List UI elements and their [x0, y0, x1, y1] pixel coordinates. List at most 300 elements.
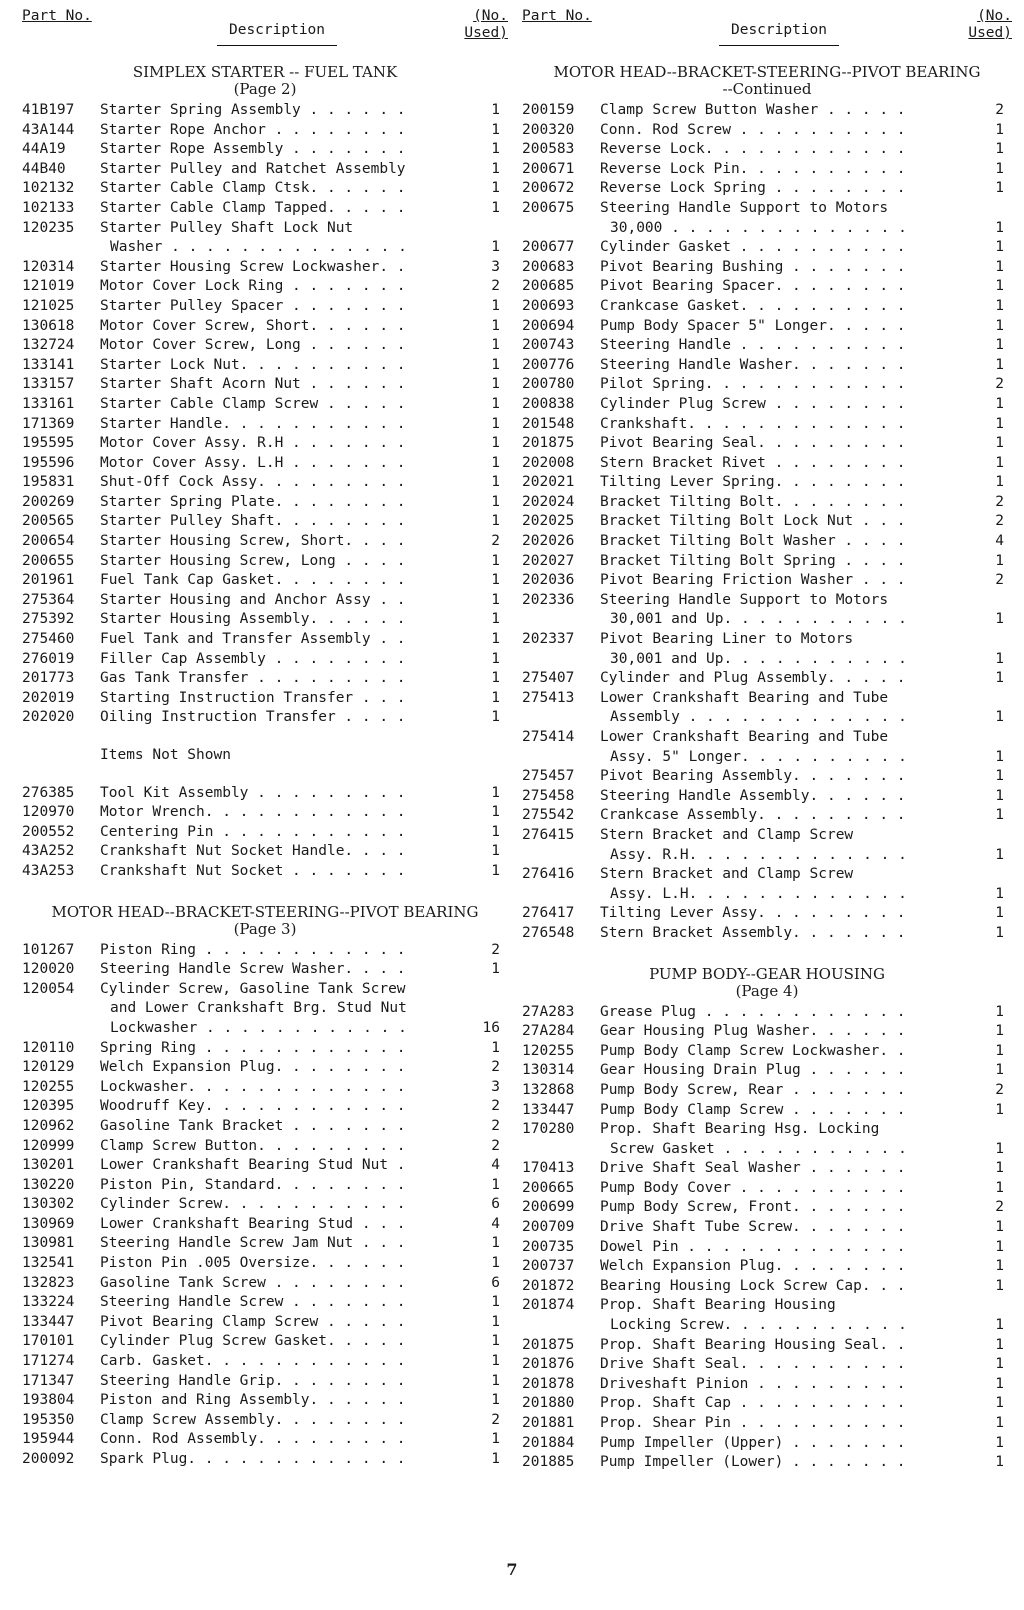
description-line: Stern Bracket and Clamp Screw	[600, 866, 854, 883]
parts-row	[22, 1176, 508, 1196]
no-used-header: (No. Used)	[464, 8, 508, 41]
part-number: 201872	[522, 1277, 575, 1294]
part-description	[100, 1156, 460, 1176]
quantity: 2	[995, 376, 1004, 393]
part-number: 130314	[522, 1062, 575, 1079]
quantity: 1	[995, 1101, 1004, 1118]
part-description	[100, 669, 460, 689]
part-number: 200092	[22, 1451, 75, 1468]
part-number: 201876	[522, 1356, 575, 1373]
quantity: 1	[491, 670, 500, 687]
right-sections	[522, 64, 1012, 1473]
parts-row	[22, 356, 508, 376]
part-description	[100, 980, 460, 1039]
parts-row	[22, 454, 508, 474]
part-number: 170280	[522, 1121, 575, 1138]
description-line: Lower Crankshaft Bearing Stud . . .	[100, 1215, 406, 1232]
quantity: 1	[995, 337, 1004, 354]
part-number: 276385	[22, 784, 75, 801]
part-number: 275413	[522, 689, 575, 706]
part-description	[100, 160, 460, 180]
part-description	[100, 277, 460, 297]
quantity: 1	[995, 1219, 1004, 1236]
part-description	[100, 1450, 460, 1470]
description-line: Bracket Tilting Bolt Spring . . . .	[600, 552, 906, 569]
part-description	[600, 277, 964, 297]
quantity: 1	[995, 1395, 1004, 1412]
part-number: 195595	[22, 435, 75, 452]
description-line: Piston Pin, Standard. . . . . . . .	[100, 1176, 406, 1193]
description-line: Tilting Lever Spring. . . . . . . .	[600, 474, 906, 491]
part-number: 201884	[522, 1434, 575, 1451]
part-number: 27A284	[522, 1023, 575, 1040]
quantity: 2	[995, 1081, 1004, 1098]
section	[522, 966, 1012, 1473]
part-number: 43A144	[22, 121, 75, 138]
section-rows	[522, 1003, 1012, 1473]
description-line: Prop. Shaft Bearing Housing	[600, 1297, 836, 1314]
part-number: 43A252	[22, 843, 75, 860]
description-line: Starter Housing and Anchor Assy . .	[100, 591, 406, 608]
parts-row	[522, 1394, 1012, 1414]
parts-row	[522, 140, 1012, 160]
part-number: 200671	[522, 160, 575, 177]
parts-row	[22, 277, 508, 297]
description-line: Motor Cover Assy. R.H . . . . . . .	[100, 435, 406, 452]
description-line: Starter Rope Assembly . . . . . . .	[100, 141, 406, 158]
parts-row	[22, 1195, 508, 1215]
part-description	[600, 1296, 964, 1335]
part-number: 132724	[22, 337, 75, 354]
part-description	[100, 1352, 460, 1372]
part-description	[600, 630, 964, 669]
parts-row	[522, 415, 1012, 435]
quantity: 1	[995, 121, 1004, 138]
parts-row	[22, 1097, 508, 1117]
part-description	[600, 258, 964, 278]
part-description	[600, 179, 964, 199]
quantity: 1	[491, 1353, 500, 1370]
quantity: 1	[491, 1235, 500, 1252]
parts-row	[522, 1159, 1012, 1179]
parts-row	[22, 1332, 508, 1352]
parts-row	[522, 1257, 1012, 1277]
quantity: 2	[995, 102, 1004, 118]
quantity: 1	[995, 1179, 1004, 1196]
part-number: 120020	[22, 961, 75, 978]
quantity: 16	[482, 1019, 500, 1036]
description-line: Crankcase Assembly. . . . . . . . .	[600, 807, 906, 824]
part-description	[100, 1391, 460, 1411]
parts-row	[22, 1039, 508, 1059]
section	[22, 904, 508, 1470]
description-line: Lower Crankshaft Bearing and Tube	[600, 729, 889, 745]
quantity: 1	[995, 924, 1004, 941]
description-line: Filler Cap Assembly . . . . . . . .	[100, 650, 406, 667]
section-rows	[22, 941, 508, 1470]
parts-row	[22, 375, 508, 395]
part-number: 130618	[22, 317, 75, 334]
parts-row	[22, 650, 508, 670]
parts-row	[522, 258, 1012, 278]
part-description	[100, 960, 460, 980]
parts-row	[522, 101, 1012, 121]
part-number: 171347	[22, 1372, 75, 1389]
parts-row	[22, 199, 508, 219]
quantity: 1	[995, 141, 1004, 158]
description-line: Bracket Tilting Bolt Lock Nut . . .	[600, 513, 906, 530]
parts-row	[522, 1022, 1012, 1042]
description-line: 30,001 and Up. . . . . . . . . . .	[610, 611, 907, 628]
description-line: Grease Plug . . . . . . . . . . . .	[600, 1003, 906, 1020]
quantity: 1	[491, 843, 500, 860]
part-number: 202027	[522, 552, 575, 569]
quantity: 1	[491, 784, 500, 801]
part-number: 202008	[522, 454, 575, 471]
column-header	[22, 8, 508, 52]
quantity: 1	[491, 689, 500, 706]
part-number: 130201	[22, 1157, 75, 1174]
quantity: 1	[491, 1255, 500, 1272]
part-description	[600, 767, 964, 787]
part-number: 275460	[22, 631, 75, 648]
parts-row	[22, 610, 508, 630]
part-description	[600, 1042, 964, 1062]
quantity: 1	[491, 823, 500, 840]
parts-row	[22, 823, 508, 843]
part-description	[100, 1058, 460, 1078]
description-line: Pivot Bearing Seal. . . . . . . . .	[600, 435, 906, 452]
quantity: 6	[491, 1196, 500, 1213]
part-number: 200654	[22, 533, 75, 550]
quantity: 1	[491, 121, 500, 138]
quantity: 1	[995, 1356, 1004, 1373]
quantity: 1	[995, 219, 1004, 236]
description-line: Drive Shaft Tube Screw. . . . . . .	[600, 1219, 906, 1236]
quantity: 1	[995, 1238, 1004, 1255]
quantity: 1	[491, 317, 500, 334]
part-description	[600, 826, 964, 865]
part-description	[600, 1159, 964, 1179]
part-number: 201880	[522, 1395, 575, 1412]
parts-row	[22, 669, 508, 689]
description-line: Piston Pin .005 Oversize. . . . . .	[100, 1255, 406, 1272]
part-number: 201875	[522, 435, 575, 452]
description-line: Cylinder Screw. . . . . . . . . . .	[100, 1196, 406, 1213]
description-line: Pump Impeller (Upper) . . . . . . .	[600, 1434, 906, 1451]
description-line: Tool Kit Assembly . . . . . . . . .	[100, 784, 406, 801]
part-number: 200735	[522, 1238, 575, 1255]
part-description	[600, 356, 964, 376]
part-description	[100, 941, 460, 961]
part-description	[100, 862, 460, 882]
part-number: 133447	[22, 1313, 75, 1330]
part-description	[600, 571, 964, 591]
part-description	[600, 297, 964, 317]
part-description	[600, 1179, 964, 1199]
part-description	[100, 1430, 460, 1450]
parts-row	[22, 1234, 508, 1254]
parts-row	[22, 493, 508, 513]
part-description	[100, 473, 460, 493]
quantity: 1	[491, 611, 500, 628]
part-number: 120054	[22, 980, 75, 997]
quantity: 1	[491, 513, 500, 530]
parts-row	[522, 1355, 1012, 1375]
quantity: 1	[491, 1294, 500, 1311]
description-line: Pivot Bearing Friction Washer . . .	[600, 572, 906, 589]
part-description	[600, 1394, 964, 1414]
quantity: 1	[491, 239, 500, 256]
part-number: 276548	[522, 924, 575, 941]
parts-row	[522, 1414, 1012, 1434]
part-number: 44A19	[22, 141, 66, 158]
part-description	[100, 1078, 460, 1098]
quantity: 1	[995, 278, 1004, 295]
part-description	[600, 1375, 964, 1395]
parts-row	[22, 101, 508, 121]
section-page-ref: (Page 3)	[233, 919, 297, 938]
parts-row	[22, 784, 508, 804]
parts-row	[522, 1061, 1012, 1081]
quantity: 1	[995, 1434, 1004, 1451]
parts-row	[22, 532, 508, 552]
description-line: Cylinder Gasket . . . . . . . . . .	[600, 239, 906, 256]
part-description	[600, 689, 964, 728]
quantity: 1	[995, 1375, 1004, 1392]
description-line: Washer . . . . . . . . . . . . . .	[110, 239, 407, 256]
parts-row	[22, 1411, 508, 1431]
parts-row	[522, 1296, 1012, 1335]
quantity: 1	[995, 1277, 1004, 1294]
parts-row	[22, 842, 508, 862]
quantity: 1	[995, 650, 1004, 667]
description-line: Steering Handle Assembly. . . . . .	[600, 787, 906, 804]
part-number: 120255	[522, 1042, 575, 1059]
part-description	[600, 552, 964, 572]
part-number: 202026	[522, 533, 575, 550]
description-line: Gear Housing Drain Plug . . . . . .	[600, 1062, 906, 1079]
description-line: Stern Bracket Assembly. . . . . . .	[600, 924, 906, 941]
description-line: Bearing Housing Lock Screw Cap. . .	[600, 1277, 906, 1294]
parts-row	[522, 806, 1012, 826]
parts-row	[522, 1042, 1012, 1062]
description-line: Oiling Instruction Transfer . . . .	[100, 709, 406, 726]
quantity: 1	[995, 787, 1004, 804]
quantity: 6	[491, 1274, 500, 1291]
description-line: Locking Screw. . . . . . . . . . .	[610, 1317, 907, 1334]
description-line: Lower Crankshaft Bearing Stud Nut .	[100, 1157, 406, 1174]
description-line: Pump Body Clamp Screw . . . . . . .	[600, 1101, 906, 1118]
part-number: 44B40	[22, 160, 66, 177]
quantity: 1	[995, 454, 1004, 471]
parts-row	[522, 512, 1012, 532]
part-number: 27A283	[522, 1003, 575, 1020]
description-line: Fuel Tank and Transfer Assembly . .	[100, 631, 406, 648]
parts-row	[22, 395, 508, 415]
parts-row	[22, 512, 508, 532]
parts-row	[22, 1156, 508, 1176]
parts-row	[22, 803, 508, 823]
parts-row	[22, 862, 508, 882]
part-number: 195596	[22, 454, 75, 471]
description-line: Pump Body Screw, Rear . . . . . . .	[600, 1081, 906, 1098]
part-description	[600, 787, 964, 807]
part-number: 120255	[22, 1078, 75, 1095]
quantity: 1	[491, 141, 500, 158]
part-number: 200776	[522, 356, 575, 373]
part-no-header: Part No.	[522, 8, 592, 24]
items-not-shown-label: Items Not Shown	[100, 747, 231, 763]
part-description	[600, 415, 964, 435]
description-line: Pivot Bearing Liner to Motors	[600, 631, 854, 648]
left-column	[22, 8, 508, 1470]
parts-row	[522, 297, 1012, 317]
part-no-header: Part No.	[22, 8, 92, 24]
description-line: Pump Body Cover . . . . . . . . . .	[600, 1179, 906, 1196]
description-line: Carb. Gasket. . . . . . . . . . . .	[100, 1353, 406, 1370]
description-line: Pivot Bearing Clamp Screw . . . . .	[100, 1313, 406, 1330]
parts-row	[522, 395, 1012, 415]
quantity: 1	[491, 415, 500, 432]
description-line: Pivot Bearing Spacer. . . . . . . .	[600, 278, 906, 295]
part-number: 275407	[522, 670, 575, 687]
part-description	[100, 1195, 460, 1215]
description-line: Motor Cover Screw, Short. . . . . .	[100, 317, 406, 334]
description-line: Gas Tank Transfer . . . . . . . . .	[100, 670, 406, 687]
part-description	[100, 356, 460, 376]
part-description	[600, 924, 964, 944]
quantity: 2	[491, 941, 500, 958]
parts-row	[22, 1254, 508, 1274]
description-line: Prop. Shaft Bearing Housing Seal. .	[600, 1336, 906, 1353]
parts-row	[22, 571, 508, 591]
parts-row	[522, 238, 1012, 258]
part-number: 200780	[522, 376, 575, 393]
quantity: 1	[491, 804, 500, 821]
part-description	[100, 552, 460, 572]
description-line: Pump Body Clamp Screw Lockwasher. .	[600, 1042, 906, 1059]
quantity: 1	[995, 317, 1004, 334]
part-description	[600, 1336, 964, 1356]
quantity: 1	[995, 905, 1004, 922]
quantity: 2	[995, 572, 1004, 589]
part-description	[100, 689, 460, 709]
parts-row	[22, 630, 508, 650]
description-line: Pump Body Screw, Front. . . . . . .	[600, 1199, 906, 1216]
quantity: 1	[491, 631, 500, 648]
part-number: 200675	[522, 199, 575, 216]
quantity: 1	[995, 1003, 1004, 1020]
description-line: Reverse Lock Pin. . . . . . . . . .	[600, 160, 906, 177]
description-line: Clamp Screw Button Washer . . . . .	[600, 102, 906, 118]
quantity: 1	[491, 199, 500, 216]
left-sections	[22, 64, 508, 1470]
description-line: Gear Housing Plug Washer. . . . . .	[600, 1023, 906, 1040]
description-line: Starter Cable Clamp Screw . . . . .	[100, 395, 406, 412]
description-line: Spring Ring . . . . . . . . . . . .	[100, 1039, 406, 1056]
parts-row	[522, 493, 1012, 513]
description-line: Gasoline Tank Screw . . . . . . . .	[100, 1274, 406, 1291]
part-number: 200655	[22, 552, 75, 569]
part-description	[100, 1411, 460, 1431]
parts-row	[22, 1078, 508, 1098]
part-description	[600, 1277, 964, 1297]
quantity: 2	[995, 1199, 1004, 1216]
quantity: 1	[491, 376, 500, 393]
description-line: Pilot Spring. . . . . . . . . . . .	[600, 376, 906, 393]
quantity: 1	[995, 1317, 1004, 1334]
part-description	[100, 610, 460, 630]
quantity: 1	[491, 493, 500, 510]
description-line: Crankcase Gasket. . . . . . . . . .	[600, 297, 906, 314]
quantity: 1	[995, 885, 1004, 902]
quantity: 1	[995, 1140, 1004, 1157]
part-description	[100, 493, 460, 513]
part-number: 170413	[522, 1160, 575, 1177]
part-description	[100, 395, 460, 415]
part-description	[600, 101, 964, 121]
description-line: Gasoline Tank Bracket . . . . . . .	[100, 1117, 406, 1134]
quantity: 1	[995, 297, 1004, 314]
parts-row	[22, 1117, 508, 1137]
part-number: 130220	[22, 1176, 75, 1193]
description-line: Prop. Shaft Bearing Hsg. Locking	[600, 1121, 880, 1138]
part-description	[100, 140, 460, 160]
parts-row	[522, 826, 1012, 865]
part-description	[600, 454, 964, 474]
description-line: Cylinder Screw, Gasoline Tank Screw	[100, 980, 406, 997]
quantity: 1	[491, 297, 500, 314]
description-line: Starter Handle. . . . . . . . . . .	[100, 415, 406, 432]
quantity: 4	[491, 1215, 500, 1232]
parts-row	[522, 356, 1012, 376]
description-line: Starter Pulley Shaft. . . . . . . .	[100, 513, 406, 530]
description-line: Lower Crankshaft Bearing and Tube	[600, 689, 889, 706]
part-description	[100, 1117, 460, 1137]
description-line: Motor Cover Lock Ring . . . . . . .	[100, 278, 406, 295]
description-line: Prop. Shaft Cap . . . . . . . . . .	[600, 1395, 906, 1412]
description-line: Assy. 5" Longer. . . . . . . . . .	[610, 748, 907, 765]
quantity: 1	[491, 1176, 500, 1193]
part-description	[600, 473, 964, 493]
part-number: 201885	[522, 1454, 575, 1471]
parts-row	[22, 258, 508, 278]
parts-row	[522, 924, 1012, 944]
part-description	[600, 1120, 964, 1159]
description-line: Spark Plug. . . . . . . . . . . . .	[100, 1451, 406, 1468]
part-number: 130302	[22, 1196, 75, 1213]
part-description	[100, 784, 460, 804]
quantity: 1	[995, 1454, 1004, 1471]
part-description	[100, 121, 460, 141]
quantity: 4	[995, 533, 1004, 550]
description-line: Crankshaft Nut Socket . . . . . . .	[100, 862, 406, 879]
description-line: Starting Instruction Transfer . . .	[100, 689, 406, 706]
quantity: 1	[491, 709, 500, 726]
part-number: 193804	[22, 1392, 75, 1409]
parts-row	[22, 1058, 508, 1078]
part-description	[600, 1257, 964, 1277]
part-description	[600, 493, 964, 513]
parts-row	[522, 434, 1012, 454]
part-number: 200838	[522, 395, 575, 412]
parts-row	[22, 415, 508, 435]
part-description	[100, 512, 460, 532]
quantity: 1	[491, 572, 500, 589]
part-description	[600, 865, 964, 904]
section-rows	[522, 101, 1012, 944]
